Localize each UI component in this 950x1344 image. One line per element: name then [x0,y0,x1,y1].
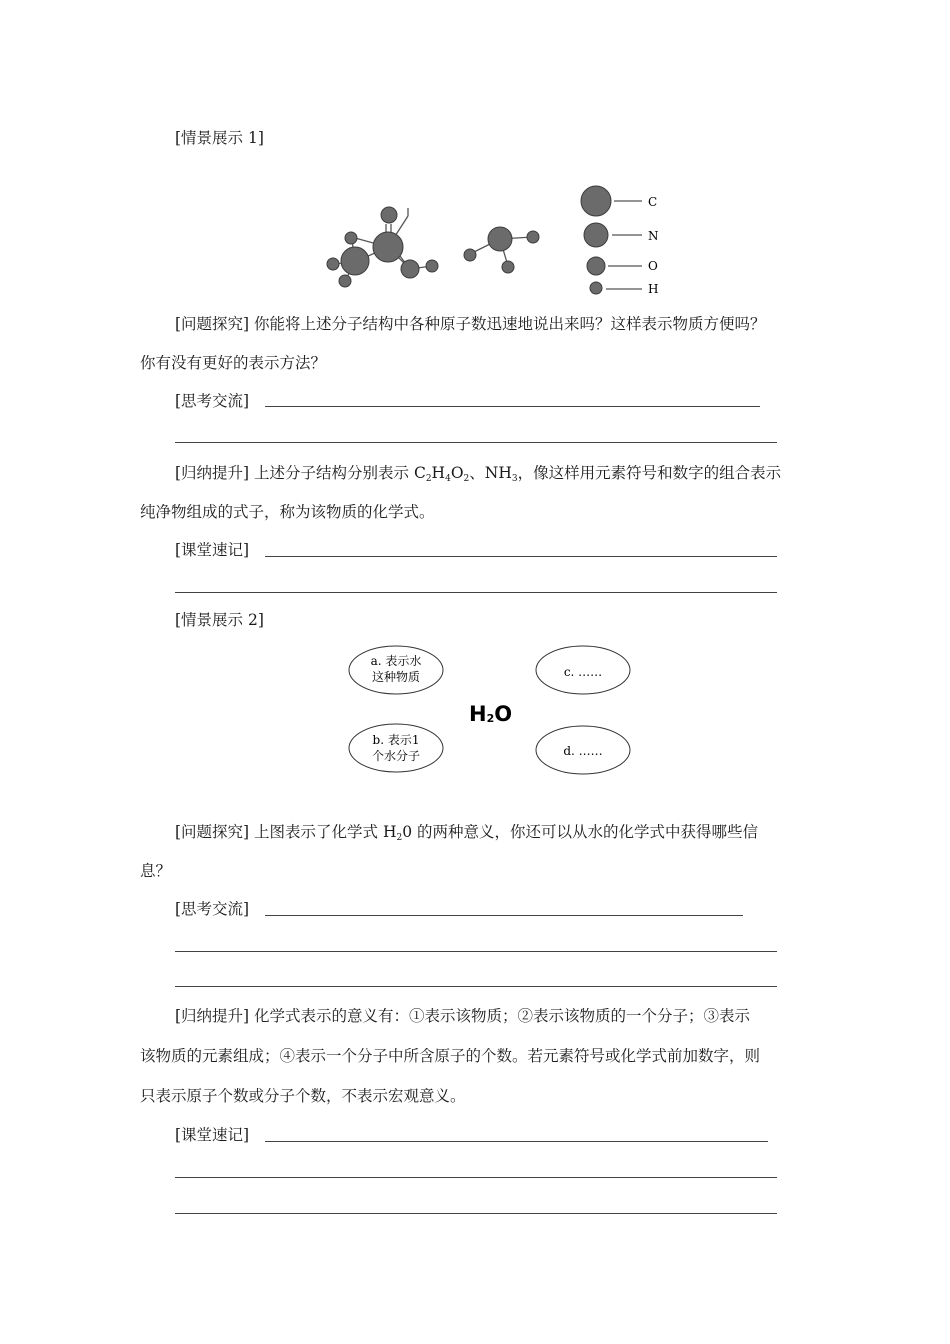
question2-line1: [问题探究] 上图表示了化学式 $H_20$ 的两种意义，你还可以从水的化学式中获得哪些信 [175,823,758,843]
think1-answer-line-2[interactable] [175,442,777,443]
think2-answer-line-3[interactable] [175,986,777,987]
h2o-meaning-diagram [345,640,640,780]
notes2-line-1[interactable] [265,1141,768,1142]
section1-title: [情景展示 1] [175,129,264,147]
bubble-b-text-1: b. 表示1 [372,733,420,747]
legend-c: C [648,195,658,209]
legend-n: N [648,229,659,243]
molecule-diagram [320,180,680,300]
h2o-formula: H2O [469,702,513,726]
legend-h: H [648,282,659,296]
hydrogen-atom [464,249,476,261]
carbon-atom [341,247,369,275]
think1-answer-line-1[interactable] [265,406,760,407]
notes2-line-3[interactable] [175,1213,777,1214]
question2-line2: 息？ [140,862,172,880]
hydrogen-atom [327,258,339,270]
notes1-line-2[interactable] [175,592,777,593]
carbon-atom [373,232,403,262]
bubble-b [349,724,443,772]
notes1-line-1[interactable] [265,556,777,557]
bubble-b-text-2: 个水分子 [371,749,421,763]
think2-answer-line-2[interactable] [175,951,777,952]
question1-line1: [问题探究] 你能将上述分子结构中各种原子数迅速地说出来吗？这样表示物质方便吗？ [175,315,766,333]
oxygen-atom [381,207,397,223]
legend-carbon [581,186,611,216]
nitrogen-atom [488,227,512,251]
legend-o: O [648,259,658,273]
hydrogen-atom [345,232,357,244]
summary1-line1: [归纳提升] 上述分子结构分别表示 $C_2H_4O_2$、$NH_3$，像这样用元素符号和数字的组合表示 [175,464,782,484]
summary2-line3: 只表示原子个数或分子个数，不表示宏观意义。 [140,1087,466,1105]
summary2-line1: [归纳提升] 化学式表示的意义有：①表示该物质；②表示该物质的一个分子；③表示 [175,1007,751,1025]
notes1-label: [课堂速记] [175,541,250,559]
hydrogen-atom [426,260,438,272]
notes2-label: [课堂速记] [175,1126,250,1144]
hydrogen-atom [502,261,514,273]
bubble-a-text-1: a. 表示水 [370,654,422,668]
hydrogen-atom [339,275,351,287]
bubble-a-text-2: 这种物质 [371,670,421,684]
legend-nitrogen [584,223,608,247]
think1-label: [思考交流] [175,392,250,410]
section2-title: [情景展示 2] [175,611,264,629]
bubble-d-text: d. …… [563,744,603,758]
bubble-c-text: c. …… [563,665,603,679]
hydrogen-atom [527,231,539,243]
legend-oxygen [587,257,605,275]
think2-answer-line-1[interactable] [265,915,743,916]
legend-hydrogen [590,282,602,294]
think2-label: [思考交流] [175,900,250,918]
summary1-line2: 纯净物组成的式子，称为该物质的化学式。 [140,503,435,521]
oxygen-atom [401,260,419,278]
question1-line2: 你有没有更好的表示方法？ [140,354,327,372]
summary2-line2: 该物质的元素组成；④表示一个分子中所含原子的个数。若元素符号或化学式前加数字，则 [140,1047,761,1065]
notes2-line-2[interactable] [175,1177,777,1178]
